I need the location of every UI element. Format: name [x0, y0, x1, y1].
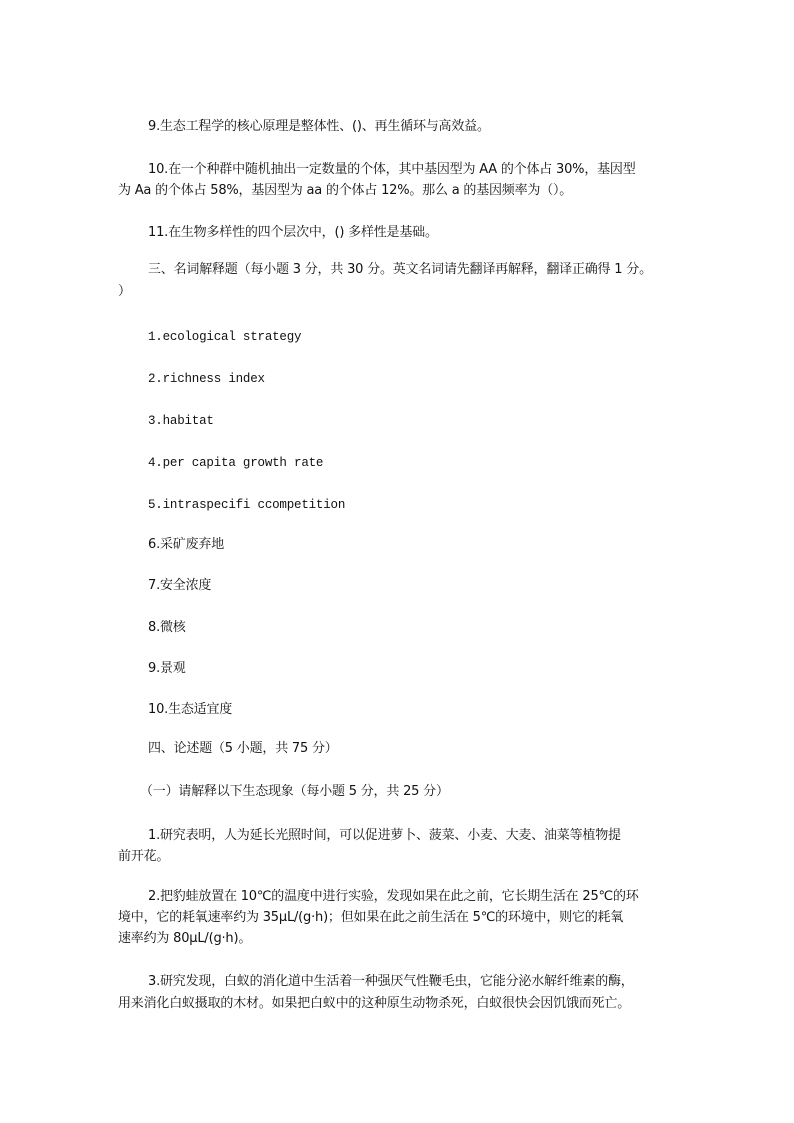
section3-heading: 三、名词解释题（每小题 3 分，共 30 分。英文名词请先翻译再解释，翻译正确得 1 分。 — [148, 262, 652, 277]
question-9: 9.生态工程学的核心原理是整体性、()、再生循环与高效益。 — [148, 119, 490, 134]
section4-subheading: （一）请解释以下生态现象（每小题 5 分，共 25 分） — [140, 784, 449, 799]
essay-q2-line3: 速率约为 80μL/(g·h)。 — [118, 931, 252, 946]
essay-q2-line1: 2.把豹蛙放置在 10℃的温度中进行实验，发现如果在此之前，它长期生活在 25℃的环 — [148, 889, 639, 904]
question-11: 11.在生物多样性的四个层次中，() 多样性是基础。 — [148, 225, 438, 240]
term-item: 8.微核 — [148, 620, 186, 635]
term-item: 10.生态适宜度 — [148, 702, 233, 717]
essay-q1-line2: 前开花。 — [118, 849, 170, 864]
term-item: 3.habitat — [148, 414, 214, 428]
term-item: 4.per capita growth rate — [148, 456, 324, 470]
term-item: 7.安全浓度 — [148, 578, 212, 593]
question-10-line1: 10.在一个种群中随机抽出一定数量的个体，其中基因型为 AA 的个体占 30%，基因型 — [148, 162, 636, 177]
section3-heading-cont: ） — [118, 284, 131, 299]
term-item: 1.ecological strategy — [148, 330, 302, 344]
essay-q1-line1: 1.研究表明，人为延长光照时间，可以促进萝卜、菠菜、小麦、大麦、油菜等植物提 — [148, 828, 621, 843]
essay-q3-line2: 用来消化白蚁摄取的木材。如果把白蚁中的这种原生动物杀死，白蚁很快会因饥饿而死亡。 — [118, 996, 631, 1011]
term-item: 2.richness index — [148, 372, 265, 386]
essay-q2-line2: 境中，它的耗氧速率约为 35μL/(g·h)；但如果在此之前生活在 5℃的环境中，则它的耗氧 — [118, 910, 624, 925]
section4-heading: 四、论述题（5 小题，共 75 分） — [148, 741, 338, 756]
term-item: 5.intraspecifi ccompetition — [148, 498, 346, 512]
essay-q3-line1: 3.研究发现，白蚁的消化道中生活着一种强厌气性鞭毛虫，它能分泌水解纤维素的酶， — [148, 974, 634, 989]
term-item: 9.景观 — [148, 661, 186, 676]
question-10-line2: 为 Aa 的个体占 58%，基因型为 aa 的个体占 12%。那么 a 的基因频率为（）。 — [118, 183, 573, 198]
term-item: 6.采矿废弃地 — [148, 537, 225, 552]
